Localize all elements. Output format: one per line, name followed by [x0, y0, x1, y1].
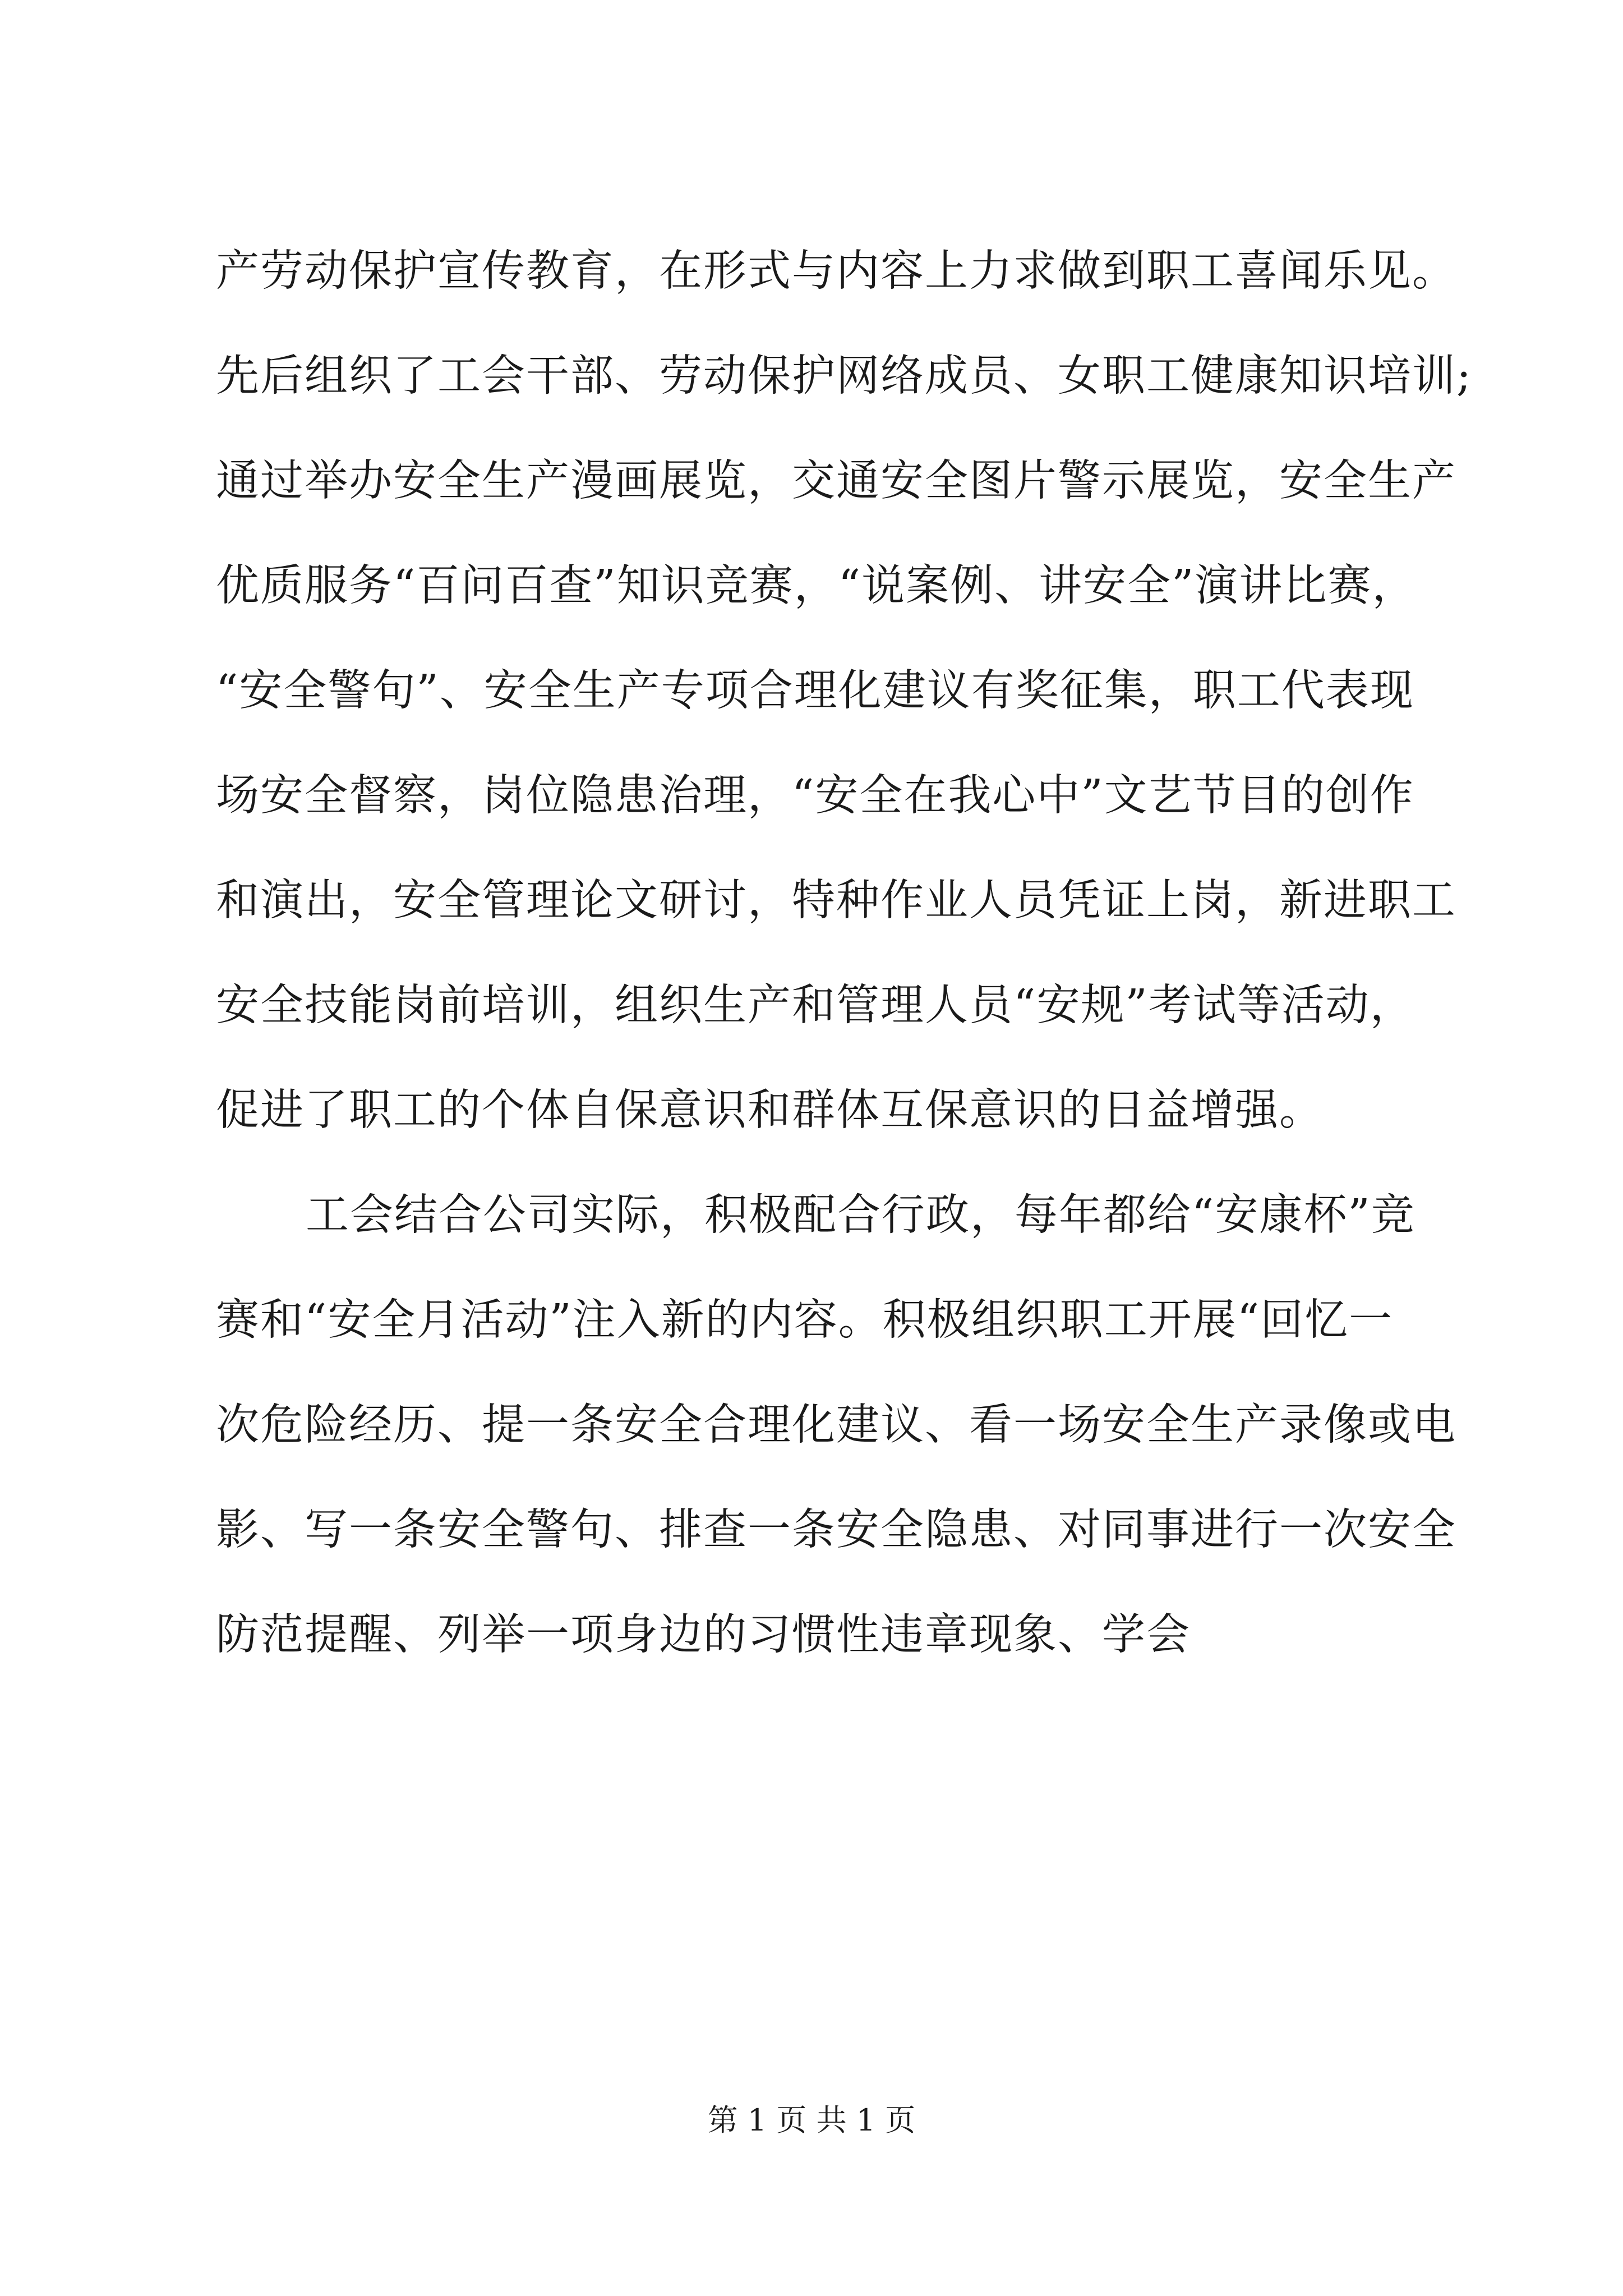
text-line: “安全警句”、安全生产专项合理化建议有奖征集，职工代表现 — [216, 666, 1414, 716]
page-footer — [0, 2101, 1623, 2140]
text-line: 和演出，安全管理论文研讨，特种作业人员凭证上岗，新进职工 — [216, 876, 1456, 926]
text-line: 安全技能岗前培训，组织生产和管理人员“安规”考试等活动， — [216, 981, 1414, 1030]
paragraph-1 — [216, 219, 1472, 1163]
text-line: 次危险经历、提一条安全合理化建议、看一场安全生产录像或电 — [216, 1400, 1456, 1450]
text-line: 先后组织了工会干部、劳动保护网络成员、女职工健康知识培训; — [216, 351, 1472, 401]
text-line: 影、写一条安全警句、排查一条安全隐患、对同事进行一次安全 — [216, 1505, 1456, 1555]
page-number-label: 第 1 页 共 1 页 — [707, 2102, 916, 2138]
text-line: 通过举办安全生产漫画展览，交通安全图片警示展览，安全生产 — [216, 456, 1456, 506]
document-body — [216, 219, 1472, 1687]
text-line-indented: 工会结合公司实际，积极配合行政，每年都给“安康杯”竞 — [306, 1190, 1415, 1240]
text-line: 赛和“安全月活动”注入新的内容。积极组织职工开展“回忆一 — [216, 1295, 1394, 1345]
text-line: 优质服务“百问百查”知识竞赛，“说案例、讲安全”演讲比赛， — [216, 561, 1417, 611]
text-line: 产劳动保护宣传教育，在形式与内容上力求做到职工喜闻乐见。 — [216, 246, 1456, 296]
text-line: 促进了职工的个体自保意识和群体互保意识的日益增强。 — [216, 1085, 1324, 1135]
text-line: 场安全督察，岗位隐患治理，“安全在我心中”文艺节目的创作 — [216, 771, 1414, 821]
text-line: 防范提醒、列举一项身边的习惯性违章现象、学会 — [216, 1610, 1191, 1660]
paragraph-2 — [216, 1163, 1456, 1687]
